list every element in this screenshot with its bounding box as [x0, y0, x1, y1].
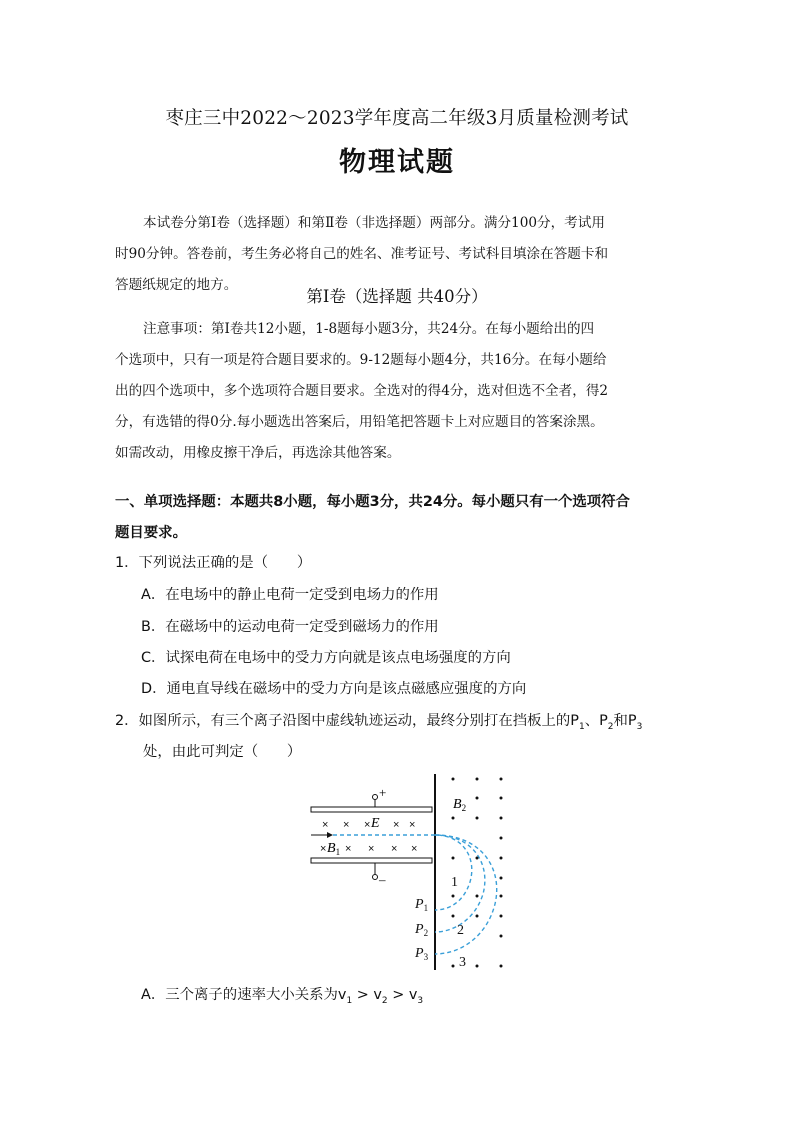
v3-subscript: 3: [417, 995, 424, 1006]
q2-stem-line-2: 处，由此可判定（ ）: [143, 744, 302, 760]
q1-option-a: A．在电场中的静止电荷一定受到电场力的作用: [141, 587, 439, 603]
cross-mark: ×: [345, 843, 352, 855]
minus-sign: –: [379, 872, 386, 887]
subject-title: 物理试题: [339, 147, 455, 178]
label-p1-letter: P: [415, 897, 424, 912]
label-b2: [453, 797, 466, 813]
trajectory-1: [333, 835, 472, 910]
section1-heading-line-1: 一、单项选择题：本题共8小题，每小题3分，共24分。每小题只有一个选项符合: [115, 494, 630, 510]
upper-plate: [311, 807, 432, 812]
cross-mark: ×: [322, 819, 329, 831]
q2-option-a: [141, 985, 423, 1011]
label-p3-sub: 3: [423, 952, 429, 962]
label-b1: [327, 841, 340, 857]
label-b1-sub: 1: [335, 847, 341, 857]
path-label-3: 3: [459, 955, 466, 970]
cross-mark: ×: [364, 819, 371, 831]
cross-mark: ×: [368, 843, 375, 855]
label-p1-sub: 1: [423, 903, 429, 913]
trajectory-3: [435, 835, 497, 954]
q1-option-c: C．试探电荷在电场中的受力方向就是该点电场强度的方向: [141, 650, 511, 666]
path-label-1: 1: [451, 875, 458, 890]
notice-line-4: 分，有选错的得0分.每小题选出答案后，用铅笔把答题卡上对应题目的答案涂黑。: [115, 414, 604, 430]
section1-heading-line-2: 题目要求。: [115, 525, 187, 541]
gt-2: > v: [387, 987, 418, 1003]
path-label-2: 2: [457, 923, 464, 938]
notice-line-2: 个选项中，只有一项是符合题目要求的。9-12题每小题4分，共16分。在每小题给: [115, 352, 607, 368]
section1-heading: [115, 487, 705, 549]
cross-mark: ×: [393, 819, 400, 831]
mass-spectrometer-figure: [305, 770, 515, 975]
upper-terminal: [373, 795, 378, 800]
intro-line-1: 本试卷分第Ⅰ卷（选择题）和第Ⅱ卷（非选择题）两部分。满分100分，考试用: [143, 215, 605, 231]
entry-arrow: [311, 832, 333, 838]
path-labels: [451, 875, 466, 970]
label-p2-letter: P: [415, 922, 424, 937]
notice-paragraph: [115, 314, 698, 469]
cross-mark: ×: [411, 843, 418, 855]
cross-mark: ×: [343, 819, 350, 831]
label-p3: [414, 946, 429, 962]
q2-stem-line-1: [115, 711, 642, 737]
cross-mark: ×: [320, 843, 327, 855]
point-labels: [414, 897, 429, 962]
q2-stem-sep-1: 、P: [584, 713, 608, 729]
notice-line-3: 出的四个选项中，多个选项符合题目要求。全选对的得4分，选对但选不全者，得2: [115, 383, 609, 399]
lower-plate: [311, 858, 432, 863]
label-b2-sub: 2: [461, 803, 467, 813]
label-b1-letter: B: [327, 841, 336, 856]
q2-option-a-text: A．三个离子的速率大小关系为v: [141, 987, 347, 1003]
q1-option-d: D．通电直导线在磁场中的受力方向是该点磁感应强度的方向: [141, 681, 527, 697]
label-p2-sub: 2: [423, 928, 429, 938]
plus-sign: +: [379, 785, 387, 800]
label-p2: [414, 922, 428, 938]
label-p1: [414, 897, 428, 913]
v2-subscript: 2: [381, 995, 388, 1006]
q1-stem: 1．下列说法正确的是（ ）: [115, 555, 312, 571]
p2-subscript: 2: [607, 721, 614, 732]
board-plates: [311, 774, 435, 970]
notice-line-5: 如需改动，用橡皮擦干净后，再选涂其他答案。: [115, 445, 401, 461]
cross-mark: ×: [391, 843, 398, 855]
trajectory-2: [435, 835, 485, 932]
p1-subscript: 1: [578, 721, 585, 732]
label-p3-letter: P: [415, 946, 424, 961]
part1-heading: 第Ⅰ卷（选择题 共40分）: [306, 287, 488, 306]
cross-mark: ×: [409, 819, 416, 831]
exam-title: 枣庄三中2022～2023学年度高二年级3月质量检测考试: [165, 108, 629, 129]
lower-terminal: [373, 875, 378, 880]
intro-line-3: 答题纸规定的地方。: [115, 277, 238, 293]
q2-stem-sep-2: 和P: [613, 713, 637, 729]
label-b2-letter: B: [453, 797, 462, 812]
p3-subscript: 3: [636, 721, 643, 732]
q2-stem-text: 2．如图所示，有三个离子沿图中虚线轨迹运动，最终分别打在挡板上的P: [115, 713, 579, 729]
gt-1: > v: [352, 987, 382, 1003]
v1-subscript: 1: [346, 995, 353, 1006]
q1-option-b: B．在磁场中的运动电荷一定受到磁场力的作用: [141, 619, 439, 635]
label-e: E: [371, 816, 380, 831]
intro-line-2: 时90分钟。答卷前，考生务必将自己的姓名、准考证号、考试科目填涂在答题卡和: [115, 246, 609, 262]
notice-line-1: 注意事项：第Ⅰ卷共12小题，1-8题每小题3分，共24分。在每小题给出的四: [143, 321, 595, 337]
